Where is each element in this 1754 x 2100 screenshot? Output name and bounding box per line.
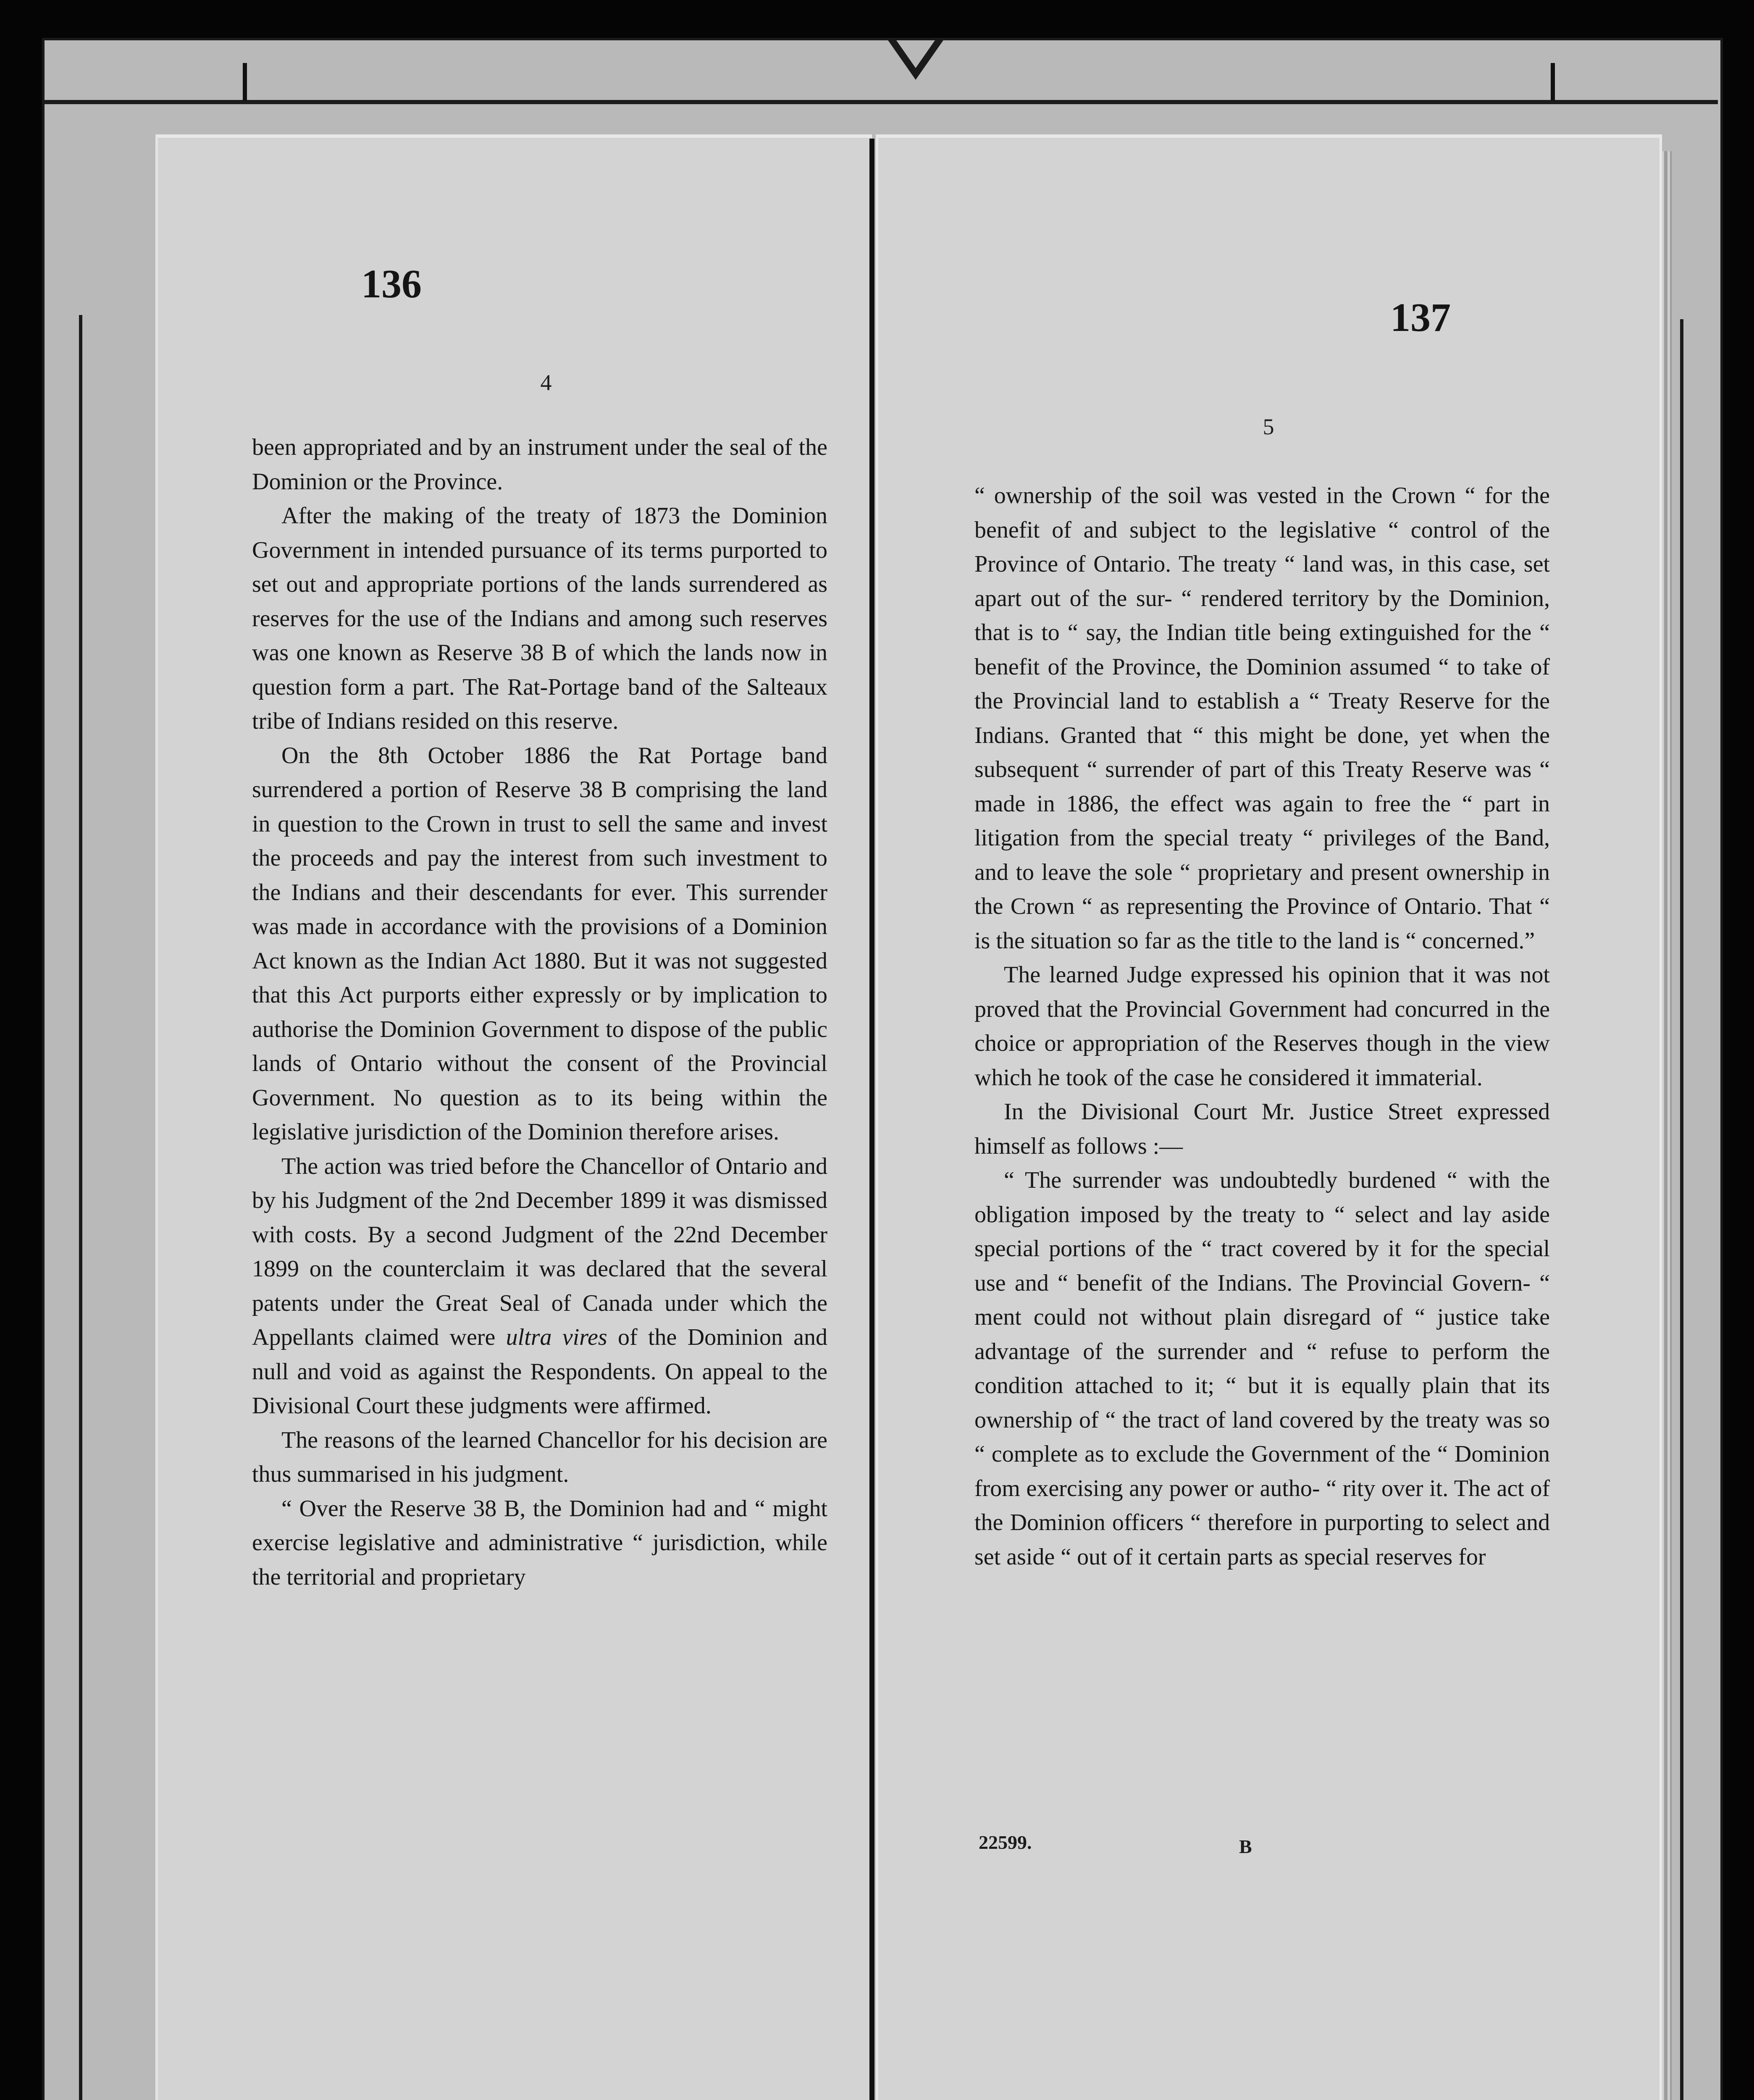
left-paragraph-4-b: of the Dominion and null and void as against the Respondents. On appeal to the Divisional Court these judgments were affirmed. [252,1324,827,1419]
right-page-folio: 5 [1263,414,1274,439]
frame-tick-left [243,63,247,101]
frame-top-rule [42,100,1718,104]
frame-left-bar [79,315,82,2100]
frame-tick-right [1551,63,1555,101]
right-paragraph-2: The learned Judge expressed his opinion that it was not proved that the Provincial Government had concurred in the choice or appropriation of the Reserves though in the view which he took of the case he considered it immaterial. [974,962,1550,1091]
right-paragraph-1: “ ownership of the soil was vested in the Crown “ for the benefit of and subject to the legislative “ control of the Province of Ontario. The treaty “ land was, in this case, set apart out of the sur- “ rendered territory by the Dominion, that is to “ say, the Indian title being extinguished for the “ benefit of the Province, the Dominion assumed “ to take of the Provincial land to establish a “ Treaty Reserve for the Indians. Granted that “ this might be done, yet when the subsequent “ surrender of part of this Treaty Reserve was “ made in 1886, the effect was again to free the “ part in litigation from the special treaty “ privileges of the Band, and to leave the sole “ proprietary and present ownership in the Crown “ as representing the Province of Ontario. That “ is the situation so far as the title to the land is “ concerned.” [974,483,1550,954]
right-paragraph-4: “ The surrender was undoubtedly burdened “ with the obligation imposed by the treaty to “ select and lay aside special portions of the “ tract covered by it for the special use and “ benefit of the Indians. The Provincial Govern- “ ment could not without plain disregard of “ justice take advantage of the surrender and “ refuse to perform the condition attached to it; “ but it is equally plain that its ownership of “ the tract of land covered by the treaty was so “ complete as to exclude the Government of the “ Dominion from exercising any power or autho- “ rity over it. The act of the Dominion officers “ therefore in purporting to select and set aside “ out of it certain parts as special reserves for [974,1167,1550,1570]
printer-number: 22599. [979,1832,1032,1853]
left-paragraph-1: been appropriated and by an instrument under the seal of the Dominion or the Province. [252,434,827,495]
left-paragraph-3: On the 8th October 1886 the Rat Portage band surrendered a portion of Reserve 38 B comprising the land in question to the Crown in trust to sell the same and invest the proceeds and pay the interest from such investment to the Indians and their descendants for ever. This surrender was made in accordance with the provisions of a Dominion Act known as the Indian Act 1880. But it was not suggested that this Act purports either expressly or by implication to authorise the Dominion Government to dispose of the public lands of Ontario without the consent of the Provincial Government. No question as to its being within the legislative jurisdiction of the Dominion therefore arises. [252,742,827,1145]
left-paragraph-2: After the making of the treaty of 1873 the Dominion Government in intended pursuance of its terms purported to set out and appropriate portions of the lands surrendered as reserves for the use of the Indians and among such reserves was one known as Reserve 38 B of which the lands now in question form a part. The Rat-Portage band of the Salteaux tribe of Indians resided on this reserve. [252,503,827,734]
left-page-text [252,430,827,1594]
left-paragraph-6: “ Over the Reserve 38 B, the Dominion had and “ might exercise legislative and administrative “ jurisdiction, while the territorial and proprietary [252,1495,827,1590]
frame-right-bar [1680,319,1683,2100]
left-paragraph-5: The reasons of the learned Chancellor for his decision are thus summarised in his judgment. [252,1427,827,1487]
left-paragraph-4-a: The action was tried before the Chancellor of Ontario and by his Judgment of the 2nd December 1899 it was dismissed with costs. By a second Judgment of the 22nd December 1899 on the counterclaim it was declared that the several patents under the Great Seal of Canada under which the Appellants claimed were [252,1153,827,1350]
left-page-stamp-number: 136 [361,261,422,306]
signature-mark: B [1239,1836,1252,1857]
left-page-folio: 4 [540,370,552,395]
right-page-stamp-number: 137 [1390,295,1451,340]
right-page-text [974,479,1550,1574]
right-paragraph-3: In the Divisional Court Mr. Justice Street expressed himself as follows :— [974,1099,1550,1159]
book-spine [869,139,874,2100]
frame-notch-inner [896,40,935,68]
left-paragraph-4 [252,1150,827,1423]
left-paragraph-4-italic: ultra vires [506,1324,607,1350]
